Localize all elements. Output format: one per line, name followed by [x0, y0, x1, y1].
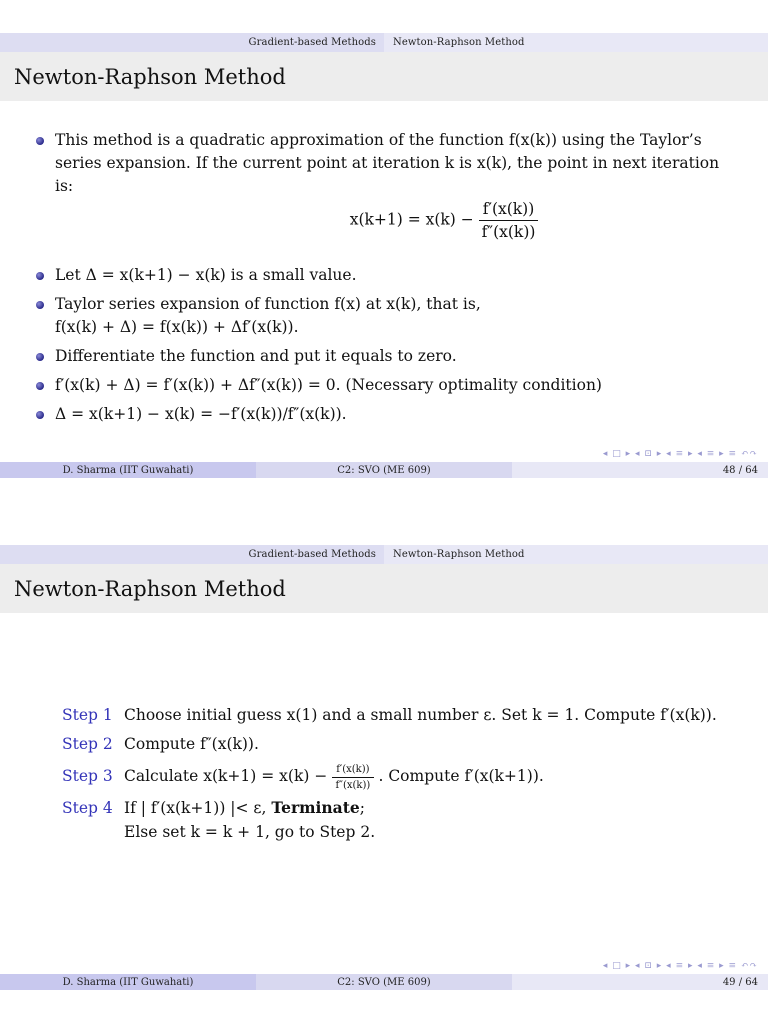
bullet-icon — [36, 382, 44, 390]
equation-lhs: x(k+1) = x(k) − — [349, 210, 474, 229]
bullet-text: Δ = x(k+1) − x(k) = −f′(x(k))/f″(x(k)). — [55, 405, 347, 423]
bullet-text: Taylor series expansion of function f(x) at x(k), that is, — [55, 295, 481, 313]
slide-48 — [0, 33, 768, 480]
bullet-icon — [36, 272, 44, 280]
fraction-denominator: f″(x(k)) — [335, 779, 371, 791]
step-fraction — [332, 764, 373, 791]
bullet-icon — [36, 353, 44, 361]
step-label: Step 4 — [62, 799, 113, 817]
bullet-item — [0, 264, 768, 287]
frame-title-bar — [0, 564, 768, 613]
bullet-text: Differentiate the function and put it equals to zero. — [55, 347, 457, 365]
bullet-icon — [36, 411, 44, 419]
bullet-text: Let Δ = x(k+1) − x(k) is a small value. — [55, 266, 357, 284]
bullet-icon — [36, 137, 44, 145]
bullet-text: f′(x(k) + Δ) = f′(x(k)) + Δf″(x(k)) = 0. (Necessary optimality condition) — [55, 376, 602, 394]
frame-title: Newton-Raphson Method — [14, 65, 286, 89]
frame-title-bar — [0, 52, 768, 101]
step-text: Choose initial guess x(1) and a small number ε. Set k = 1. Compute f′(x(k)). — [124, 706, 717, 724]
beamer-navigation-icons[interactable]: ◂ □ ▸ ◂ ⊡ ▸ ◂ ≡ ▸ ◂ ≡ ▸ ≡ ↶↷ — [602, 961, 758, 971]
bullet-icon — [36, 301, 44, 309]
fraction-numerator: f′(x(k)) — [479, 200, 539, 221]
step-text — [124, 796, 717, 820]
fraction-denominator: f″(x(k)) — [481, 223, 536, 241]
bullet-text: is: — [55, 177, 74, 195]
footer-bar — [0, 462, 768, 478]
algorithm-steps — [62, 703, 717, 849]
headline-section-link[interactable]: Gradient-based Methods — [248, 549, 376, 560]
step-text-pre: If | f′(x(k+1)) |< ε, — [124, 799, 267, 817]
bullet-list — [0, 129, 768, 426]
step-text-pre: Calculate x(k+1) = x(k) − — [124, 767, 328, 785]
headline-subsection-link[interactable]: Newton-Raphson Method — [393, 549, 525, 560]
step-label: Step 3 — [62, 767, 113, 785]
step-label: Step 2 — [62, 735, 113, 753]
step-text: Compute f″(x(k)). — [124, 735, 259, 753]
bullet-text: f(x(k) + Δ) = f(x(k)) + Δf′(x(k)). — [55, 318, 299, 336]
beamer-navigation-icons[interactable]: ◂ □ ▸ ◂ ⊡ ▸ ◂ ≡ ▸ ◂ ≡ ▸ ≡ ↶↷ — [602, 449, 758, 459]
frame-title: Newton-Raphson Method — [14, 577, 286, 601]
step-text — [124, 761, 717, 791]
step-text-post: . Compute f′(x(k+1)). — [378, 767, 544, 785]
step-text-line2: Else set k = k + 1, go to Step 2. — [124, 823, 376, 841]
slide-49 — [0, 545, 768, 992]
headline-section-link[interactable]: Gradient-based Methods — [248, 37, 376, 48]
bullet-text: series expansion. If the current point at iteration k is x(k), the point in next iteration — [55, 154, 720, 172]
step-1 — [62, 703, 717, 727]
step-4 — [62, 796, 717, 844]
bullet-item — [0, 293, 768, 339]
step-label: Step 1 — [62, 706, 113, 724]
footer-author: D. Sharma (IIT Guwahati) — [62, 976, 194, 988]
footer-bar — [0, 974, 768, 990]
display-equation — [0, 200, 768, 256]
bullet-item — [0, 129, 768, 198]
bullet-item — [0, 374, 768, 397]
bullet-item — [0, 345, 768, 368]
footer-course: C2: SVO (ME 609) — [337, 464, 431, 476]
bullet-text: This method is a quadratic approximation of the function f(x(k)) using the Taylor’s — [55, 131, 702, 149]
headline-bar — [0, 33, 768, 52]
footer-author: D. Sharma (IIT Guwahati) — [62, 464, 194, 476]
step-text-post: ; — [359, 799, 365, 817]
step-3 — [62, 761, 717, 791]
headline-bar — [0, 545, 768, 564]
step-text-bold: Terminate — [271, 798, 360, 817]
headline-subsection-link[interactable]: Newton-Raphson Method — [393, 37, 525, 48]
footer-course: C2: SVO (ME 609) — [337, 976, 431, 988]
footer-page-number: 48 / 64 — [722, 464, 758, 476]
footer-page-number: 49 / 64 — [722, 976, 758, 988]
fraction-numerator: f′(x(k)) — [332, 764, 373, 778]
step-2 — [62, 732, 717, 756]
equation-fraction — [479, 200, 539, 241]
bullet-item — [0, 403, 768, 426]
